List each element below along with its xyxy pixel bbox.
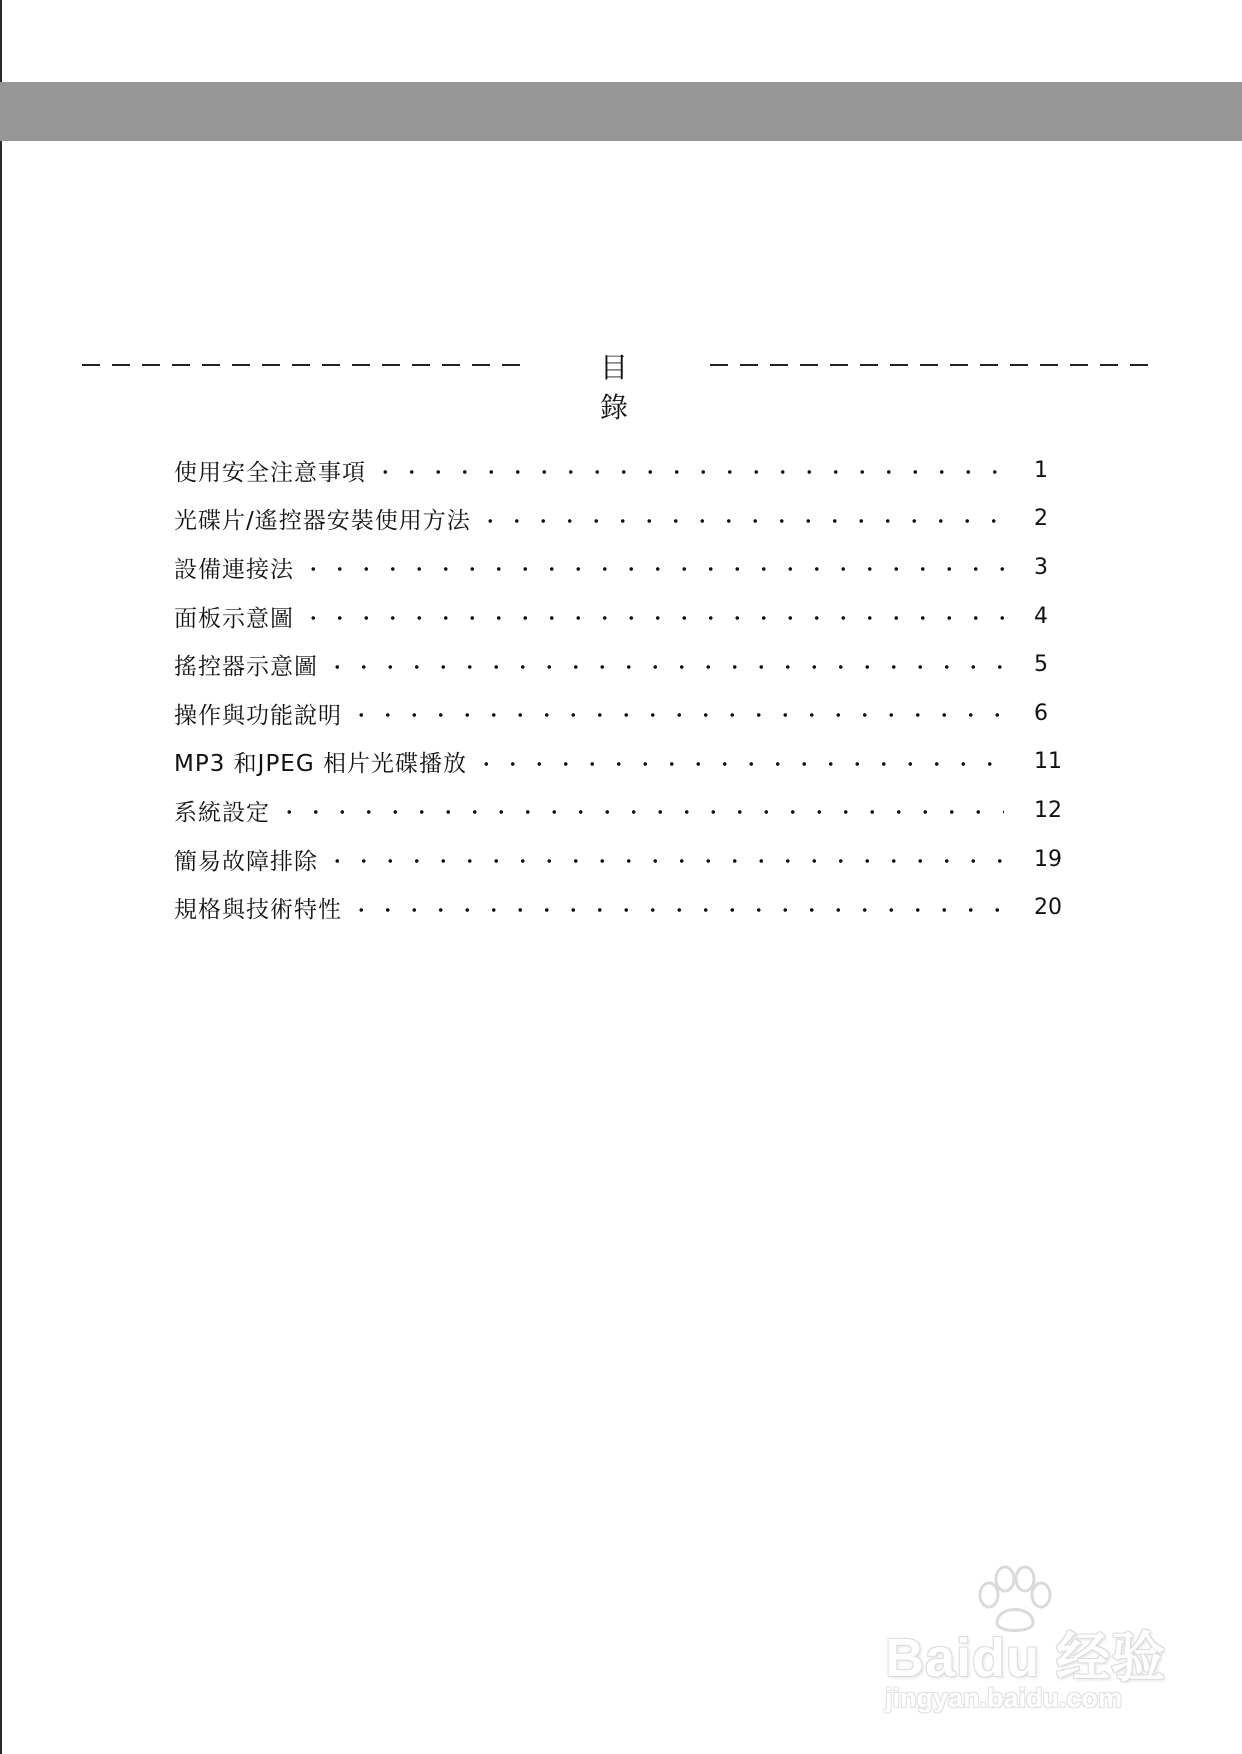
dash-segment xyxy=(710,364,728,366)
dash-segment xyxy=(1010,364,1028,366)
toc-entry[interactable] xyxy=(174,446,1094,495)
dash-segment xyxy=(800,364,818,366)
toc-entry-page: 5 xyxy=(1034,652,1048,678)
toc-entry[interactable] xyxy=(174,883,1094,932)
toc-dot-leader xyxy=(322,858,1004,864)
toc-entry-label: 面板示意圖 xyxy=(174,605,294,632)
dash-segment xyxy=(442,364,460,366)
dash-segment xyxy=(412,364,430,366)
dash-segment xyxy=(352,364,370,366)
toc-entry-label: 操作與功能說明 xyxy=(174,702,342,729)
baidu-jingyan-watermark xyxy=(880,1565,1180,1725)
toc-entry-page: 20 xyxy=(1034,895,1062,921)
dash-segment xyxy=(262,364,280,366)
toc-entry-label: 光碟片/遙控器安裝使用方法 xyxy=(174,508,471,535)
toc-entry[interactable] xyxy=(174,689,1094,738)
dash-segment xyxy=(920,364,938,366)
toc-heading-rule-right xyxy=(710,364,1160,367)
toc-dot-leader xyxy=(346,907,1004,913)
toc-entry-page: 2 xyxy=(1034,506,1048,532)
header-band xyxy=(0,82,1242,141)
dash-segment xyxy=(502,364,520,366)
toc-title: 目 錄 xyxy=(599,351,701,424)
toc-entry[interactable] xyxy=(174,786,1094,835)
dash-segment xyxy=(322,364,340,366)
toc-entry-page: 19 xyxy=(1034,846,1062,872)
dash-segment xyxy=(890,364,908,366)
toc-dot-leader xyxy=(475,518,1004,524)
toc-entry-page: 3 xyxy=(1034,554,1048,580)
toc-entry-label: MP3 和JPEG 相片光碟播放 xyxy=(174,751,467,778)
toc-entry[interactable] xyxy=(174,592,1094,641)
toc-entry-page: 6 xyxy=(1034,700,1048,726)
dash-segment xyxy=(950,364,968,366)
toc-dot-leader xyxy=(370,469,1004,475)
toc-entry-label: 使用安全注意事項 xyxy=(174,459,366,486)
toc-entry[interactable] xyxy=(174,835,1094,884)
dash-segment xyxy=(770,364,788,366)
page-left-border xyxy=(0,0,2,1754)
toc-entry[interactable] xyxy=(174,543,1094,592)
toc-dot-leader xyxy=(298,566,1004,572)
dash-segment xyxy=(142,364,160,366)
toc-dot-leader xyxy=(322,664,1004,670)
toc-list xyxy=(174,446,1094,932)
toc-entry[interactable] xyxy=(174,495,1094,544)
dash-segment xyxy=(980,364,998,366)
toc-dot-leader xyxy=(346,712,1004,718)
toc-heading-rule-left xyxy=(82,364,532,367)
dash-segment xyxy=(232,364,250,366)
dash-segment xyxy=(382,364,400,366)
toc-entry-label: 設備連接法 xyxy=(174,556,294,583)
toc-dot-leader xyxy=(471,761,1004,767)
toc-dot-leader xyxy=(274,809,1004,815)
toc-dot-leader xyxy=(298,615,1004,621)
toc-heading xyxy=(0,340,1242,424)
dash-segment xyxy=(1130,364,1148,366)
toc-entry[interactable] xyxy=(174,640,1094,689)
toc-entry-page: 11 xyxy=(1034,749,1062,775)
dash-segment xyxy=(82,364,100,366)
dash-segment xyxy=(472,364,490,366)
watermark-brand: Baidu 经验 xyxy=(885,1628,1167,1688)
dash-segment xyxy=(740,364,758,366)
dash-segment xyxy=(292,364,310,366)
dash-segment xyxy=(112,364,130,366)
toc-entry-label: 簡易故障排除 xyxy=(174,848,318,875)
toc-entry-page: 1 xyxy=(1034,457,1048,483)
toc-entry-label: 搖控器示意圖 xyxy=(174,654,318,681)
dash-segment xyxy=(1070,364,1088,366)
dash-segment xyxy=(1040,364,1058,366)
toc-entry-label: 規格與技術特性 xyxy=(174,897,342,924)
toc-entry-page: 4 xyxy=(1034,603,1048,629)
dash-segment xyxy=(860,364,878,366)
dash-segment xyxy=(1100,364,1118,366)
toc-entry-page: 12 xyxy=(1034,797,1062,823)
dash-segment xyxy=(830,364,848,366)
dash-segment xyxy=(202,364,220,366)
toc-entry[interactable] xyxy=(174,738,1094,787)
toc-entry-label: 系統設定 xyxy=(174,799,270,826)
dash-segment xyxy=(172,364,190,366)
watermark-url: jingyan.baidu.com xyxy=(885,1683,1123,1713)
